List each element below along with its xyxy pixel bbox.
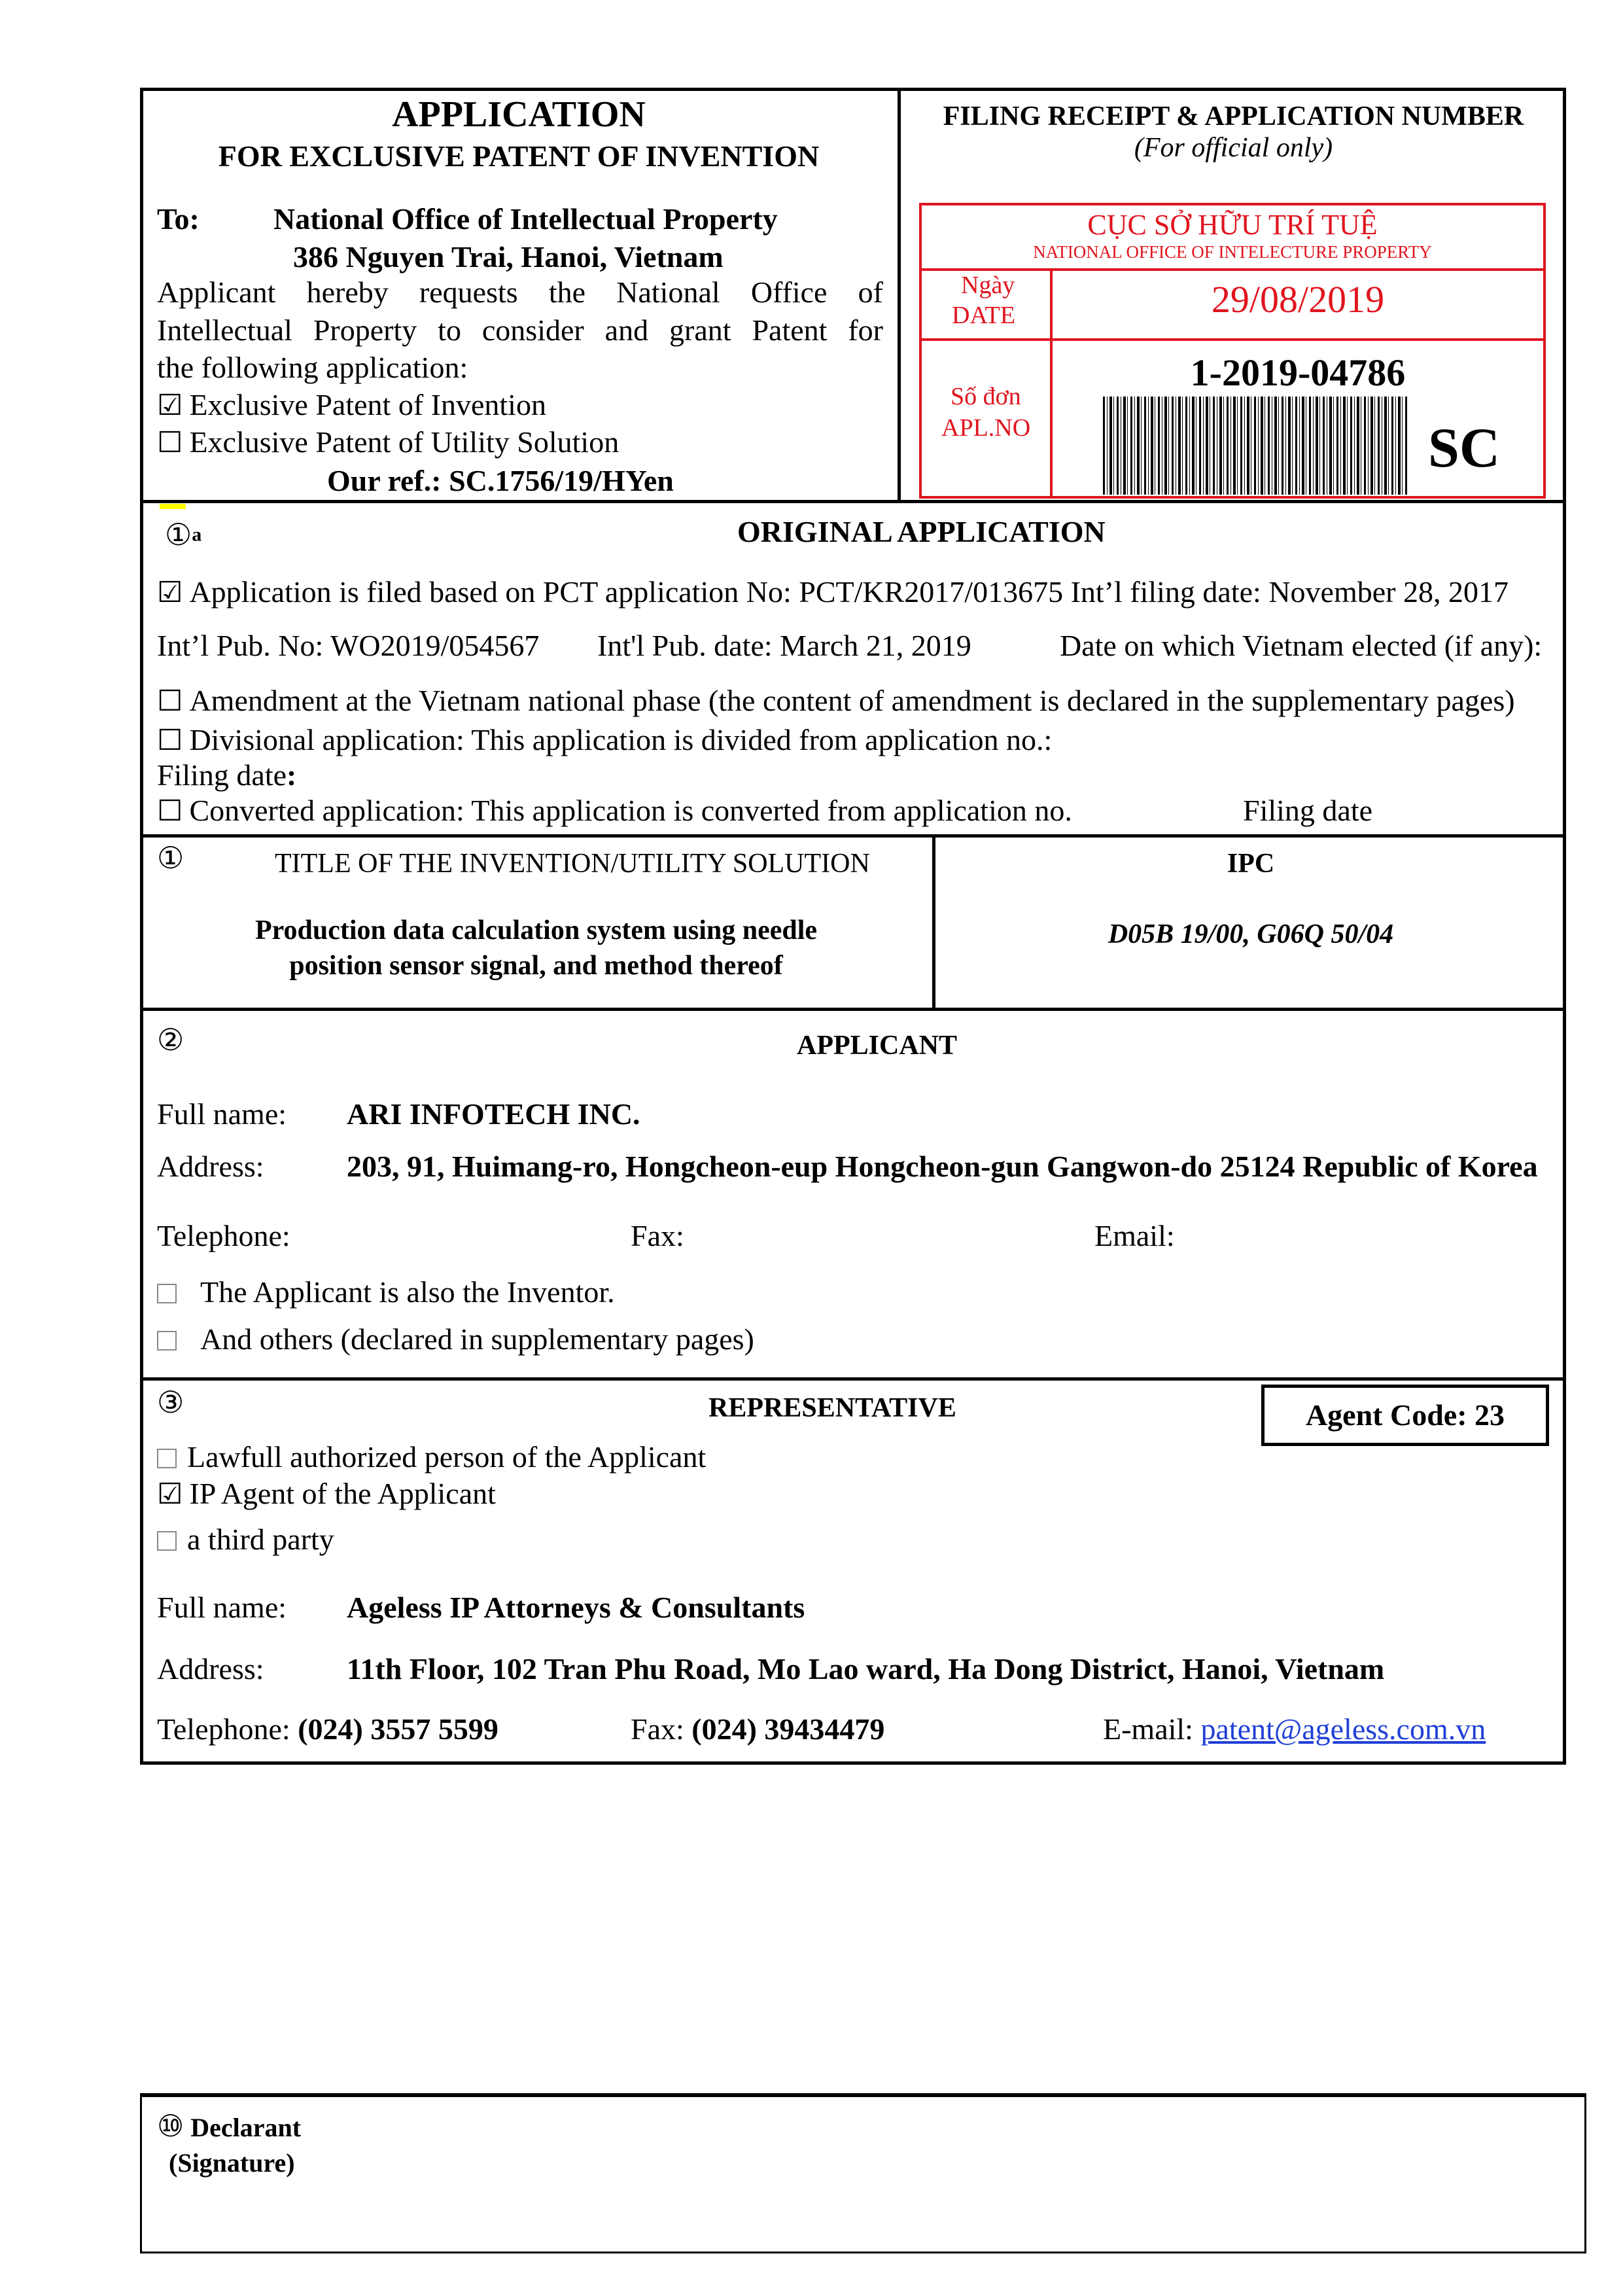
- application-title: APPLICATION: [392, 94, 646, 135]
- representative-telephone: Telephone: (024) 3557 5599: [157, 1712, 498, 1746]
- also-inventor-label: The Applicant is also the Inventor.: [200, 1275, 615, 1309]
- email-link[interactable]: patent@ageless.com.vn: [1200, 1712, 1486, 1746]
- pct-line: Application is filed based on PCT application No: PCT/KR2017/013675 Int’l filing date: November 28, 2017: [189, 575, 1509, 609]
- applicant-fax-label: Fax:: [631, 1219, 684, 1252]
- applicant-name: ARI INFOTECH INC.: [347, 1097, 640, 1131]
- declarant-box: [140, 2093, 1586, 2253]
- stamp-line-mid: [922, 338, 1543, 341]
- to-label: To:: [157, 202, 200, 236]
- unchecked-box-icon: ☐: [157, 795, 183, 827]
- representative-name-label: Full name:: [157, 1591, 287, 1624]
- representative-top-line: [140, 1377, 1566, 1381]
- ip-agent-row[interactable]: [157, 1476, 496, 1511]
- converted-label: Converted application: This application is converted from application no.: [189, 794, 1072, 827]
- header-bottom-line: [140, 500, 1566, 503]
- applicant-heading: APPLICANT: [797, 1031, 958, 1061]
- ipc-heading: IPC: [1227, 849, 1275, 879]
- converted-row[interactable]: [157, 793, 1072, 828]
- others-row[interactable]: [157, 1322, 754, 1356]
- applicant-name-label: Full name:: [157, 1097, 287, 1131]
- applicant-address: 203, 91, Huimang-ro, Hongcheon-eup Hongcheon-gun Gangwon-do 25124 Republic of Korea: [347, 1150, 1538, 1183]
- ipc-value: D05B 19/00, G06Q 50/04: [1108, 919, 1394, 949]
- stamp-apl-label-vn: Số đơn: [951, 383, 1021, 410]
- representative-marker: ③: [157, 1385, 184, 1420]
- representative-fax: Fax: (024) 39434479: [631, 1712, 885, 1746]
- divisional-filing-date: Filing date:: [157, 758, 297, 792]
- signature-label: (Signature): [169, 2148, 295, 2178]
- amendment-label: Amendment at the Vietnam national phase (the content of amendment is declared in the supplementary pages): [189, 684, 1515, 717]
- unchecked-box-icon: [157, 1449, 177, 1468]
- office-stamp: [919, 203, 1546, 499]
- checked-box-icon: ☑: [157, 1478, 183, 1510]
- apl-number: 1-2019-04786: [1190, 351, 1406, 394]
- option-invention[interactable]: [157, 387, 546, 422]
- unchecked-box-icon: ☐: [157, 724, 183, 756]
- unchecked-box-icon: ☐: [157, 685, 183, 717]
- unchecked-box-icon: [157, 1531, 177, 1551]
- representative-email: E-mail: patent@ageless.com.vn: [1103, 1712, 1486, 1746]
- title-top-line: [140, 834, 1566, 838]
- request-line-1: Applicant hereby requests the National Office of: [157, 275, 883, 309]
- option-utility-label: Exclusive Patent of Utility Solution: [189, 425, 620, 459]
- stamp-date-label-en: DATE: [952, 302, 1016, 329]
- checked-box-icon: ☑: [157, 576, 183, 609]
- pub-number: Int’l Pub. No: WO2019/054567: [157, 629, 540, 662]
- others-label: And others (declared in supplementary pages): [200, 1322, 754, 1356]
- representative-address: 11th Floor, 102 Tran Phu Road, Mo Lao ward, Ha Dong District, Hanoi, Vietnam: [347, 1652, 1385, 1686]
- ip-agent-label: IP Agent of the Applicant: [189, 1477, 496, 1510]
- applicant-marker: ②: [157, 1022, 184, 1057]
- receipt-note: (For official only): [1134, 133, 1333, 163]
- request-line-3: the following application:: [157, 351, 468, 384]
- apl-suffix: SC: [1428, 416, 1500, 479]
- pct-row[interactable]: [157, 574, 1509, 609]
- barcode: [1103, 397, 1407, 495]
- amendment-row[interactable]: [157, 683, 1515, 718]
- our-reference: Our ref.: SC.1756/19/HYen: [327, 464, 674, 497]
- original-heading: ORIGINAL APPLICATION: [737, 515, 1106, 548]
- original-marker: ①$^a$: [165, 517, 202, 552]
- title-marker: ①: [157, 840, 184, 875]
- stamp-date-value: 29/08/2019: [1211, 278, 1385, 321]
- stamp-apl-label-en: APL.NO: [941, 414, 1031, 442]
- representative-heading: REPRESENTATIVE: [708, 1393, 956, 1423]
- option-utility[interactable]: [157, 425, 619, 459]
- stamp-line-top: [922, 268, 1543, 271]
- declarant-label: ⑩ Declarant: [157, 2108, 302, 2144]
- converted-filing-date: Filing date: [1243, 794, 1373, 827]
- receipt-title: FILING RECEIPT & APPLICATION NUMBER: [943, 101, 1524, 132]
- stamp-date-label-vn: Ngày: [961, 272, 1015, 299]
- third-party-label: a third party: [187, 1523, 334, 1556]
- representative-address-label: Address:: [157, 1652, 264, 1686]
- request-line-2: Intellectual Property to consider and grant Patent for: [157, 313, 883, 347]
- also-inventor-row[interactable]: [157, 1275, 615, 1309]
- title-bottom-line: [140, 1008, 1566, 1011]
- representative-phone: (024) 3557 5599: [298, 1712, 498, 1746]
- to-address: 386 Nguyen Trai, Hanoi, Vietnam: [293, 240, 724, 274]
- title-heading: TITLE OF THE INVENTION/UTILITY SOLUTION: [275, 849, 870, 879]
- to-office: National Office of Intellectual Property: [273, 202, 778, 236]
- applicant-email-label: Email:: [1094, 1219, 1175, 1252]
- vietnam-elected: Date on which Vietnam elected (if any):: [1060, 629, 1543, 662]
- divisional-row[interactable]: [157, 722, 1052, 757]
- checked-box-icon: ☑: [157, 389, 183, 421]
- stamp-office-en: NATIONAL OFFICE OF INTELECTURE PROPERTY: [1033, 242, 1432, 262]
- invention-title-line-2: position sensor signal, and method thereof: [289, 951, 783, 981]
- unchecked-box-icon: ☐: [157, 427, 183, 459]
- applicant-telephone-label: Telephone:: [157, 1219, 290, 1252]
- pub-date: Int'l Pub. date: March 21, 2019: [597, 629, 971, 662]
- representative-name: Ageless IP Attorneys & Consultants: [347, 1591, 805, 1624]
- lawful-row[interactable]: [157, 1439, 706, 1474]
- stamp-office-vn: CỤC SỞ HỮU TRÍ TUỆ: [1087, 209, 1378, 241]
- invention-title-line-1: Production data calculation system using needle: [254, 915, 818, 945]
- agent-code: Agent Code: 23: [1261, 1385, 1549, 1446]
- applicant-address-label: Address:: [157, 1150, 264, 1183]
- divisional-label: Divisional application: This application is divided from application no.:: [189, 723, 1053, 756]
- unchecked-box-icon: [157, 1284, 177, 1303]
- highlight-mark: [160, 504, 186, 509]
- third-party-row[interactable]: [157, 1522, 334, 1557]
- option-invention-label: Exclusive Patent of Invention: [189, 388, 546, 421]
- unchecked-box-icon: [157, 1331, 177, 1351]
- representative-fax-number: (024) 39434479: [691, 1712, 885, 1746]
- application-subtitle: FOR EXCLUSIVE PATENT OF INVENTION: [218, 139, 820, 173]
- lawful-label: Lawfull authorized person of the Applicant: [187, 1440, 707, 1474]
